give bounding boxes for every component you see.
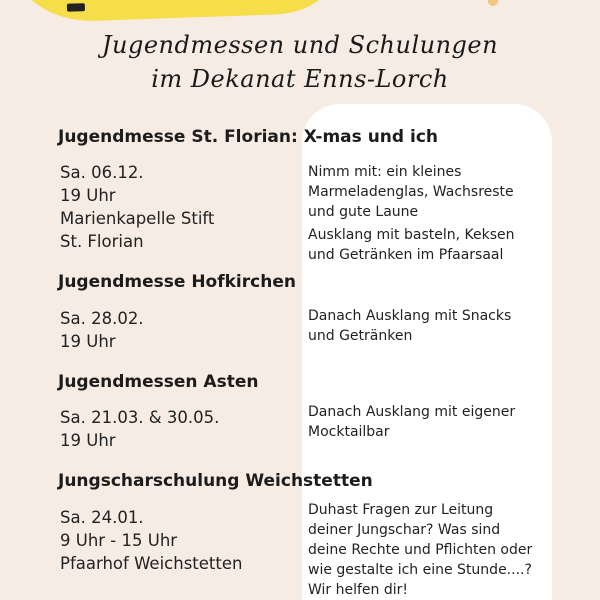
event-time: 19 Uhr <box>60 431 116 450</box>
event-location: St. Florian <box>60 232 144 251</box>
note-line: Mocktailbar <box>308 424 390 440</box>
event-title-weichstetten: Jungscharschulung Weichstetten <box>58 471 373 491</box>
event-details-asten <box>60 406 219 452</box>
note-line: deine Rechte und Pflichten oder <box>308 542 533 558</box>
note-line: Duhast Fragen zur Leitung <box>308 502 494 518</box>
event-details-weichstetten <box>60 506 242 575</box>
title-line-1: Jugendmessen und Schulungen <box>101 31 499 59</box>
yellow-decoration <box>13 0 336 24</box>
note-line: Wir helfen dir! <box>308 582 409 598</box>
note-line: Nimm mit: ein kleines <box>308 164 462 180</box>
note-line: und Getränken im Pfaarsaal <box>308 247 504 263</box>
event-date: Sa. 24.01. <box>60 508 144 527</box>
event-note-st-florian-1 <box>308 162 554 222</box>
event-details-st-florian <box>60 161 214 253</box>
page-title <box>0 28 600 96</box>
event-date: Sa. 06.12. <box>60 163 144 182</box>
event-title-asten: Jugendmessen Asten <box>58 372 259 392</box>
note-line: und Getränken <box>308 328 413 344</box>
orange-drip-decoration <box>488 0 498 6</box>
event-note-st-florian-2 <box>308 225 554 265</box>
event-date: Sa. 28.02. <box>60 309 144 328</box>
event-details-hofkirchen <box>60 307 144 353</box>
note-line: und gute Laune <box>308 204 419 220</box>
note-line: Danach Ausklang mit eigener <box>308 404 516 420</box>
note-line: wie gestalte ich eine Stunde....? <box>308 562 532 578</box>
note-line: Ausklang mit basteln, Keksen <box>308 227 515 243</box>
event-location: Marienkapelle Stift <box>60 209 215 228</box>
note-line: Danach Ausklang mit Snacks <box>308 308 512 324</box>
event-time: 9 Uhr - 15 Uhr <box>60 531 178 550</box>
logo-icon <box>67 3 85 12</box>
event-note-weichstetten <box>308 500 554 600</box>
event-note-asten <box>308 402 554 442</box>
note-line: deiner Jungschar? Was sind <box>308 522 501 538</box>
note-line: Marmeladenglas, Wachsreste <box>308 184 514 200</box>
title-line-2: im Dekanat Enns-Lorch <box>151 65 449 93</box>
event-time: 19 Uhr <box>60 332 116 351</box>
event-date: Sa. 21.03. & 30.05. <box>60 408 220 427</box>
event-title-hofkirchen: Jugendmesse Hofkirchen <box>58 272 296 292</box>
event-note-hofkirchen <box>308 306 554 346</box>
event-location: Pfaarhof Weichstetten <box>60 554 243 573</box>
event-time: 19 Uhr <box>60 186 116 205</box>
event-title-st-florian: Jugendmesse St. Florian: X-mas und ich <box>58 127 438 147</box>
